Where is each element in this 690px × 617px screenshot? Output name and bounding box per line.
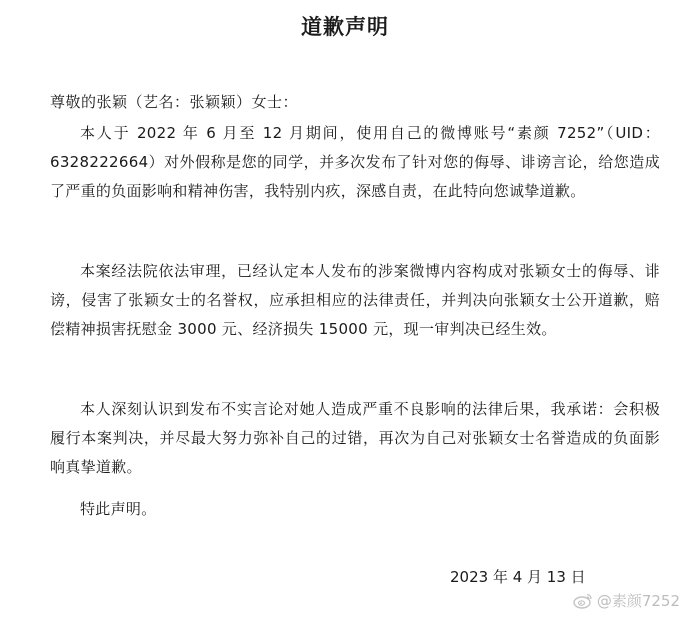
paragraph-court-ruling: 本案经法院依法审理，已经认定本人发布的涉案微博内容构成对张颖女士的侮辱、诽谤，侵害了张颖女士的名誉权，应承担相应的法律责任，并判决向张颖女士公开道歉，赔偿精神损害抚慰金 3000 元、经济损失 15000 元，现一审判决已经生效。	[50, 262, 660, 338]
weibo-icon	[573, 592, 593, 609]
document-title: 道歉声明	[301, 15, 389, 39]
watermark	[573, 590, 680, 611]
statement-date: 2023 年 4 月 13 日	[450, 568, 586, 586]
paragraph-closing: 特此声明。	[80, 500, 157, 518]
watermark-handle: @素颜7252	[596, 592, 680, 610]
salutation: 尊敬的张颖（艺名：张颖颖）女士：	[50, 93, 299, 111]
paragraph-apology: 本人于 2022 年 6 月至 12 月期间，使用自己的微博账号“素颜 7252”（UID：6328222664）对外假称是您的同学，并多次发布了针对您的侮辱、诽谤言论，给您造成了严重的负面影响和精神伤害，我特别内疚，深感自责，在此特向您诚挚道歉。	[50, 124, 660, 200]
paragraph-commitment: 本人深刻认识到发布不实言论对她人造成严重不良影响的法律后果，我承诺：会积极履行本案判决，并尽最大努力弥补自己的过错，再次为自己对张颖女士名誉造成的负面影响真挚道歉。	[50, 400, 660, 476]
